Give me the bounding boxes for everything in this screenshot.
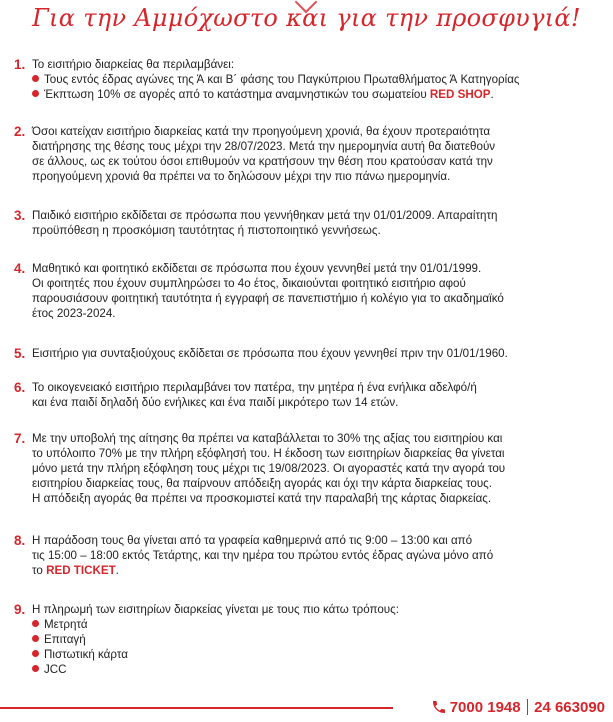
item-line: Εισιτήριο για συνταξιούχους εκδίδεται σε πρόσωπα που έχουν γεννηθεί πριν την 01/01/1960. — [32, 347, 508, 360]
bullet-dot-icon — [32, 75, 39, 82]
item-line: Το οικογενειακό εισιτήριο περιλαμβάνει τον πατέρα, την μητέρα ή ένα ενήλικα αδελφό/ή — [32, 381, 477, 394]
phone-number-1[interactable]: 7000 1948 — [449, 698, 521, 716]
payment-method: Επιταγή — [32, 632, 604, 647]
list-item-4 — [14, 261, 604, 321]
item-line: παρουσιάσουν φοιτητική ταυτότητα ή εγγραφή σε πανεπιστήμιο ή κολέγιο για το ακαδημαϊκό — [32, 292, 504, 305]
payment-method: JCC — [32, 662, 604, 677]
item-line: Η απόδειξη αγοράς θα πρέπει να προσκομιστεί κατά την παραλαβή της κάρτας διαρκείας. — [32, 492, 492, 505]
item-number: 5. — [14, 346, 26, 361]
item-line: και ένα παιδί δηλαδή δύο ενήλικες και ένα παιδί μικρότερο των 14 ετών. — [32, 396, 399, 409]
item-line: προηγούμενη χρονιά θα πρέπει να το δηλώσουν μέχρι την πιο πάνω ημερομηνία. — [32, 170, 451, 183]
bullet-dot-icon — [32, 650, 39, 657]
bullet-dot-icon — [32, 90, 39, 97]
item-text: Το εισιτήριο διαρκείας θα περιλαμβάνει: — [32, 58, 235, 71]
list-item-8 — [14, 533, 604, 578]
item-number: 9. — [14, 602, 26, 617]
red-ticket-label: RED TICKET — [46, 564, 116, 577]
phone-number-2[interactable]: 24 663090 — [534, 698, 605, 716]
item-line: μόνο μετά την πλήρη εξόφληση τους μέχρι τις 19/08/2023. Οι αγοραστές κατά την αγορά του — [32, 462, 506, 475]
item-line: εισιτηρίου διαρκείας τους, θα παίρνουν απόδειξη αγοράς και όχι την κάρτα διαρκείας τους. — [32, 477, 492, 490]
item-number: 8. — [14, 533, 26, 548]
item-line: το RED TICKET. — [32, 564, 119, 577]
item-line: έτος 2023-2024. — [32, 307, 116, 320]
payment-method: Μετρητά — [32, 617, 604, 632]
item-line: Η παράδοση τους θα γίνεται από τα γραφεία καθημερινά από τις 9:00 – 13:00 και από — [32, 534, 473, 547]
item-line: Παιδικό εισιτήριο εκδίδεται σε πρόσωπα που γεννήθηκαν μετά την 01/01/2009. Απαραίτητη — [32, 209, 498, 222]
item-line: Όσοι κατείχαν εισιτήριο διαρκείας κατά την προηγούμενη χρονιά, θα έχουν προτεραιότητα — [32, 125, 491, 138]
bullet-item: Έκπτωση 10% σε αγορές από το κατάστημα αναμνηστικών του σωματείου RED SHOP. — [32, 87, 604, 102]
item-number: 7. — [14, 431, 26, 446]
page-title: Για την Αμμόχωστο και για την προσφυγιά! — [32, 4, 581, 32]
list-item-6 — [14, 380, 604, 410]
list-item-2 — [14, 124, 604, 184]
item-text: Η πληρωμή των εισιτηρίων διαρκείας γίνεται με τους πιο κάτω τρόπους: — [32, 603, 399, 616]
list-item-1 — [14, 57, 604, 102]
list-item-5 — [14, 346, 604, 361]
list-item-3 — [14, 208, 604, 238]
phone-icon — [431, 699, 447, 715]
item-number: 4. — [14, 261, 26, 276]
item-line: Με την υποβολή της αίτησης θα πρέπει να καταβάλλεται το 30% της αξίας του εισιτηρίου και — [32, 432, 503, 445]
list-item-7 — [14, 431, 604, 506]
bullet-dot-icon — [32, 620, 39, 627]
bullet-dot-icon — [32, 665, 39, 672]
item-number: 6. — [14, 380, 26, 395]
item-line: προϋπόθεση η προσκόμιση ταυτότητας ή πιστοποιητικό γεννήσεως. — [32, 224, 381, 237]
footer-contact — [431, 697, 605, 717]
bullet-item: Τους εντός έδρας αγώνες της Ά και Β΄ φάσης του Παγκύπριου Πρωταθλήματος Ά Κατηγορίας — [32, 72, 604, 87]
red-shop-label: RED SHOP — [429, 88, 491, 101]
payment-method: Πιστωτική κάρτα — [32, 647, 604, 662]
item-line: το υπόλοιπο 70% με την πλήρη εξόφλησή του. Η έκδοση των εισιτηρίων διαρκείας θα γίνεται — [32, 447, 505, 460]
footer-separator — [527, 699, 529, 715]
item-line: Μαθητικό και φοιτητικό εκδίδεται σε πρόσωπα που έχουν γεννηθεί μετά την 01/01/1999. — [32, 262, 482, 275]
bullet-dot-icon — [32, 635, 39, 642]
item-line: σε άλλους, ως εκ τούτου όσοι επιθυμούν να κρατήσουν την θέση που κρατούσαν κατά την — [32, 155, 493, 168]
item-line: Οι φοιτητές που έχουν συμπληρώσει το 4ο έτος, δικαιούνται φοιτητικό εισιτήριο αφού — [32, 277, 466, 290]
item-number: 3. — [14, 208, 26, 223]
item-number: 1. — [14, 57, 26, 72]
footer-divider — [0, 707, 393, 709]
item-line: διατήρησης της θέσης τους μέχρι την 28/07/2023. Μετά την ημερομηνία αυτή θα διατεθούν — [32, 140, 496, 153]
list-item-9 — [14, 602, 604, 677]
item-line: τις 15:00 – 18:00 εκτός Τετάρτης, και την ημέρα του πρώτου εντός έδρας αγώνα μόνο από — [32, 549, 494, 562]
item-number: 2. — [14, 124, 26, 139]
